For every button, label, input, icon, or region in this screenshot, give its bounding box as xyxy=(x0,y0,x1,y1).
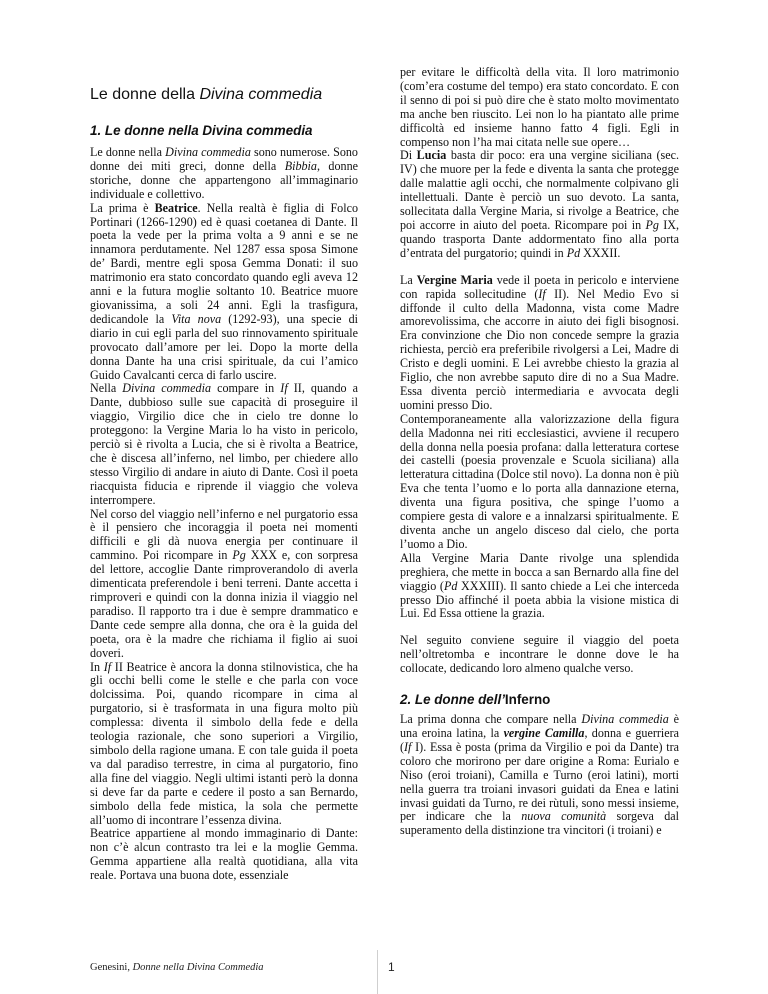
footer-divider xyxy=(377,950,378,994)
right-column xyxy=(400,66,679,838)
section-2-heading: 2. Le donne dell’Inferno xyxy=(400,692,551,708)
paragraph-vergine-maria: La Vergine Maria vede il poeta in pericolo e interviene con rapida sollecitudine (If II). Nel Medio Evo si diffonde il culto della Madonna, vista come Madre amorevolissima, che accorre in aiuto dei figli bisognosi. Era convinzione che Dio non concede sempre la grazia richiesta, perciò era preferibile rivolgersi a Lei, Madre di Cristo e degli uomini. E Lei avrebbe chiesto la grazia al Figlio, che non avrebbe saputo dire di no a Sua Madre. Essa diventa perciò intermediaria e avvocata degli uomini presso Dio. xyxy=(400,272,679,412)
section-1-heading: 1. Le donne nella Divina commedia xyxy=(90,123,313,138)
left-column xyxy=(90,66,358,883)
paragraph-lucia: Di Lucia basta dir poco: era una vergine siciliana (sec. IV) che muore per la fede e diventa la santa che protegge dalle malattie agli occhi, che normalmente colpivano gli intellettuali. Dante è perciò un suo devoto. La santa, sollecitata dalla Vergine Maria, si rivolge a Beatrice, che poi accorre in aiuto del poeta. Ricompare poi in Pg IX, quando trasporta Dante addormentato fino alla porta d’entrata del purgatorio; quindi in Pd XXXII. xyxy=(400,148,680,260)
paragraph-intro: Le donne nella Divina commedia sono numerose. Sono donne dei miti greci, donne della Bibbia, donne storiche, donne che appartengono all’immaginario individuale e collettivo. xyxy=(90,145,358,201)
paragraph-gemma-continued: per evitare le difficoltà della vita. Il loro matrimonio (com’era costume del tempo) era stato concordato. E con il senno di poi si può dire che è stato molto movimentato ma anche ben riuscito. Lei non lo ha piantato alle prime difficoltà ed insieme hanno fatto 4 figli. Egli in compenso non l’ha mai citata nelle sue opere… xyxy=(400,65,679,149)
document-title: Le donne della Divina commedia xyxy=(90,86,323,103)
paragraph-preghiera: Alla Vergine Maria Dante rivolge una splendida preghiera, che mette in bocca a san Bernardo alla fine del viaggio (Pd XXXIII). Il santo chiede a Lei che interceda presso Dio affinché il poeta abbia la visione mistica di Lui. Ed Essa ottiene la grazia. xyxy=(400,550,680,621)
paragraph-madonna-poesia: Contemporaneamente alla valorizzazione della figura della Madonna nei riti ecclesiastici, avviene il recupero della donna nella poesia profana: dalla letteratura cortese dei castelli (poesia provenzale e Scuola siciliana) alla letteratura cittadina (Dolce stil novo). La donna non è più Eva che tenta l’uomo e lo porta alla dannazione eterna, diventa una figura positiva, che spinge l’uomo a compiere gesta di valore e a innalzarsi spiritualmente. E diventa anche un angelo disceso dal cielo, che porta l’uomo a Dio. xyxy=(400,411,679,551)
paragraph-beatrice-simbolo: In If II Beatrice è ancora la donna stilnovistica, che ha gli occhi belli come le stelle e che parla con voce dolcissima. Poi, quando ricompare in cima al purgatorio, si è trasformata in una figura molto più complessa: diventa il simbolo della fede e della teologia razionale, che sono superiori a Virgilio, simbolo della ragione umana. E con tale guida il poeta va dal paradiso terrestre, in cima al purgatorio, fino alla fine del viaggio. Negli ultimi istanti però la donna si deve far da parte e cedere il posto a san Bernardo, simbolo della fede mistica, la sola che permette all’uomo di incontrare l’essenza divina. xyxy=(90,659,358,827)
paragraph-beatrice-gemma: Beatrice appartiene al mondo immaginario di Dante: non c’è alcun contrasto tra lei e la moglie Gemma. Gemma appartiene alla realtà quotidiana, alla vita reale. Portava una buona dote, essenziale xyxy=(90,826,358,883)
paragraph-beatrice-commedia: Nella Divina commedia compare in If II, quando a Dante, dubbioso sulle sue capacità di proseguire il viaggio, Virgilio dice che in cielo tre donne lo proteggono: la Vergine Maria lo ha visto in pericolo, perciò si è rivolta a Lucia, che si è rivolta a Beatrice, che è discesa all’inferno, nel limbo, per chiedere allo stesso Virgilio di andare in aiuto di Dante. Così il poeta riacquista fiducia e riprende il viaggio che voleva interrompere. xyxy=(90,381,358,507)
paragraph-beatrice-viaggio: Nel corso del viaggio nell’inferno e nel purgatorio essa è il pensiero che incoraggia il poeta nei momenti difficili e gli dà nuova energia per continuare il cammino. Poi ricompare in Pg XXX e, con sorpresa del lettore, accoglie Dante rimproverandolo di averla dimenticata preferendole i beni terreni. Dante accetta i rimproveri e quindi con la donna inizia il viaggio nel paradiso. Il rapporto tra i due è sempre drammatico e Dante cede sempre alla donna, che ora è la guida del poeta, ora è la madre che richiama il figlio ai suoi doveri. xyxy=(90,506,358,660)
paragraph-beatrice: La prima è Beatrice. Nella realtà è figlia di Folco Portinari (1266-1290) ed è quasi coetanea di Dante. Il poeta la vede per la prima volta a 9 anni e se ne innamora perdutamente. Nel 1287 essa sposa Simone de’ Bardi, mentre egli sposa Gemma Donati: il suo matrimonio era stato concordato quando egli aveva 12 anni e la futura moglie soltanto 10. Beatrice muore giovanissima, a soli 24 anni. Egli la trasfigura, dedicandole la Vita nova (1292-93), una specie di diario in cui egli parla del suo rinnovamento spirituale provocato dall’amore per lei. Dopo la morte della donna Dante ha una crisi spirituale, da cui l’amico Guido Cavalcanti cerca di farlo uscire. xyxy=(90,200,358,382)
page-number: 1 xyxy=(388,960,395,974)
paragraph-seguito: Nel seguito conviene seguire il viaggio del poeta nell’oltretomba e incontrare le donne dove le ha collocate, dedicando loro almeno qualche verso. xyxy=(400,633,679,676)
paragraph-camilla: La prima donna che compare nella Divina commedia è una eroina latina, la vergine Camilla, donna e guerriera (If I). Essa è posta (prima da Virgilio e poi da Dante) tra coloro che morirono per dare origine a Roma: Eurialo e Niso (eroi troiani), Camilla e Turno (eroi latini), morti nella guerra tra troiani invasori guidati da Enea e latini invasi guidati da Turno, re dei rùtuli, sono messi insieme, per indicare che la nuova comunità sorgeva dal superamento della distinzione tra vincitori (i troiani) e xyxy=(400,712,679,838)
footer-source: Genesini, Donne nella Divina Commedia xyxy=(90,962,264,973)
